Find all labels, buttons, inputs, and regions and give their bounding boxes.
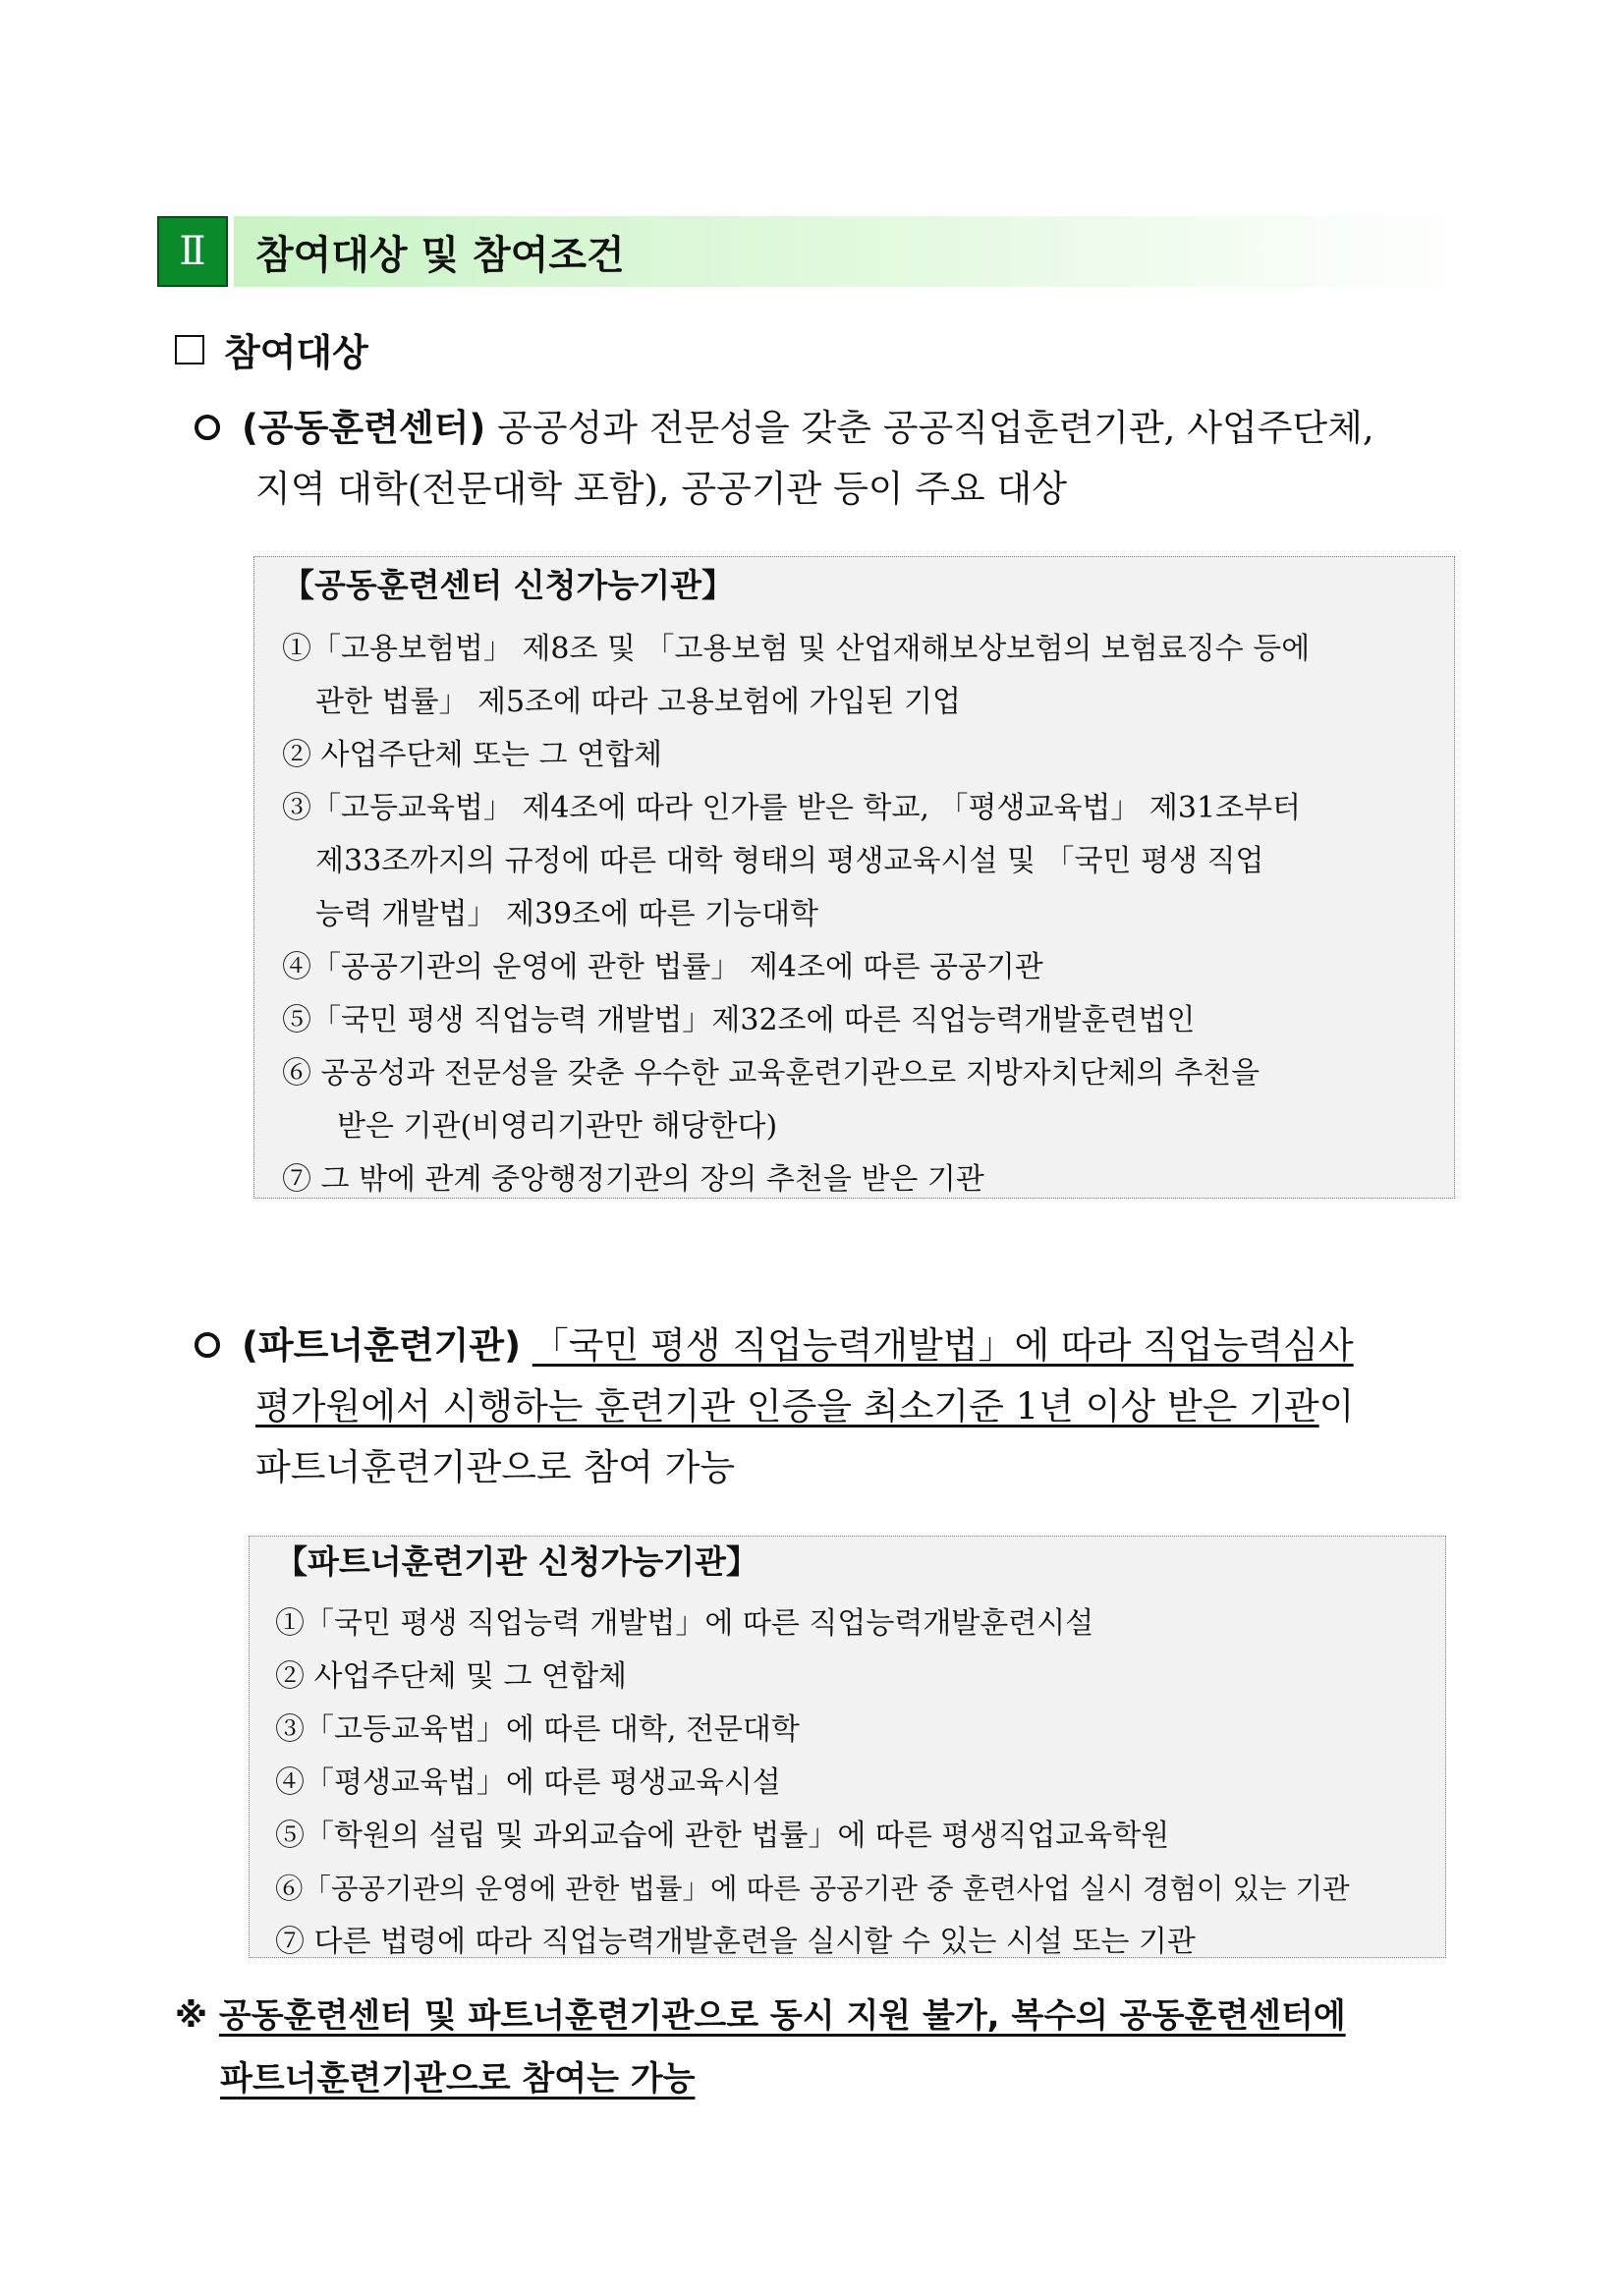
joint-box-item-3: ③「고등교육법」 제4조에 따라 인가를 받은 학교, 「평생교육법」 제31조부터 xyxy=(282,791,1302,825)
partner-line-1 xyxy=(195,1316,1482,1376)
joint-box-item-4: ④「공공기관의 운영에 관한 법률」 제4조에 따른 공공기관 xyxy=(282,950,1043,984)
partner-box-item-5: ⑤「학원의 설립 및 과외교습에 관한 법률」에 따른 평생직업교육학원 xyxy=(275,1819,1170,1853)
joint-box-item-7: ⑦ 그 밖에 관계 중앙행정기관의 장의 추천을 받은 기관 xyxy=(282,1162,984,1197)
sub-heading xyxy=(175,322,368,376)
note-text-1: 공동훈련센터 및 파트너훈련기관으로 동시 지원 불가, 복수의 공동훈련센터에 xyxy=(218,1996,1346,2036)
joint-box-item-1-cont: 관한 법률」 제5조에 따라 고용보험에 가입된 기업 xyxy=(315,685,961,719)
joint-box-item-1: ①「고용보험법」 제8조 및 「고용보험 및 산업재해보상보험의 보험료징수 등에 xyxy=(282,632,1311,666)
joint-box-item-3-cont-a: 제33조까지의 규정에 따른 대학 형태의 평생교육시설 및 「국민 평생 직업 xyxy=(315,844,1264,878)
note-line-1 xyxy=(175,1985,1482,2047)
partner-text-2-rest: 이 xyxy=(1318,1385,1355,1428)
partner-box-item-7: ⑦ 다른 법령에 따라 직업능력개발훈련을 실시할 수 있는 시설 또는 기관 xyxy=(275,1925,1196,1959)
partner-box-list xyxy=(275,1597,1445,1969)
circle-bullet-icon xyxy=(195,1332,220,1358)
joint-center-eligible-box xyxy=(253,556,1455,1199)
partner-text-2-underlined: 평가원에서 시행하는 훈련기관 인증을 최소기준 1년 이상 받은 기관 xyxy=(255,1385,1319,1428)
partner-box-item-2: ② 사업주단체 및 그 연합체 xyxy=(275,1659,627,1694)
partner-box-item-3: ③「고등교육법」에 따른 대학, 전문대학 xyxy=(275,1712,800,1747)
note-line-2 xyxy=(175,2047,1482,2110)
joint-box-list xyxy=(282,623,1454,1206)
joint-box-item-6: ⑥ 공공성과 전문성을 갖춘 우수한 교육훈련기관으로 지방자치단체의 추천을 xyxy=(282,1056,1260,1091)
joint-center-lead: (공동훈련센터) xyxy=(242,407,486,449)
note-mark: ※ xyxy=(175,1996,208,2036)
joint-center-text-1: 공공성과 전문성을 갖춘 공공직업훈련기관, 사업주단체, xyxy=(485,407,1374,449)
partner-box-item-1: ①「국민 평생 직업능력 개발법」에 따른 직업능력개발훈련시설 xyxy=(275,1606,1094,1641)
checkbox-icon xyxy=(175,335,204,364)
joint-center-line-1 xyxy=(195,398,1482,459)
joint-center-line-2: 지역 대학(전문대학 포함), 공공기관 등이 주요 대상 xyxy=(255,468,1068,510)
circle-bullet-icon xyxy=(195,415,220,440)
partner-line-2 xyxy=(195,1376,1482,1437)
section-number: Ⅱ xyxy=(157,216,228,287)
joint-box-item-6-cont: 받은 기관(비영리기관만 해당한다) xyxy=(337,1109,778,1144)
partner-box-item-6: ⑥「공공기관의 운영에 관한 법률」에 따른 공공기관 중 훈련사업 실시 경험이 있는 기관 xyxy=(275,1873,1350,1905)
partner-lead: (파트너훈련기관) xyxy=(242,1324,522,1367)
note-paragraph xyxy=(175,1985,1482,2110)
partner-box-item-4: ④「평생교육법」에 따른 평생교육시설 xyxy=(275,1765,781,1800)
section-header xyxy=(157,216,1474,287)
partner-box-title: 【파트너훈련기관 신청가능기관】 xyxy=(275,1542,758,1581)
note-text-2: 파트너훈련기관으로 참여는 가능 xyxy=(220,2059,696,2099)
joint-box-item-3-cont-b: 능력 개발법」 제39조에 따른 기능대학 xyxy=(315,897,819,931)
sub-heading-title: 참여대상 xyxy=(224,331,368,374)
joint-box-item-2: ② 사업주단체 또는 그 연합체 xyxy=(282,738,662,772)
joint-box-title: 【공동훈련센터 신청가능기관】 xyxy=(282,566,735,604)
partner-line-3: 파트너훈련기관으로 참여 가능 xyxy=(255,1446,736,1488)
partner-paragraph xyxy=(195,1316,1482,1498)
section-title: 참여대상 및 참여조건 xyxy=(234,216,1474,287)
joint-center-paragraph xyxy=(195,398,1482,520)
partner-eligible-box xyxy=(249,1536,1446,1958)
partner-text-1: 「국민 평생 직업능력개발법」에 따라 직업능력심사 xyxy=(532,1324,1354,1367)
joint-box-item-5: ⑤「국민 평생 직업능력 개발법」제32조에 따른 직업능력개발훈련법인 xyxy=(282,1003,1196,1037)
